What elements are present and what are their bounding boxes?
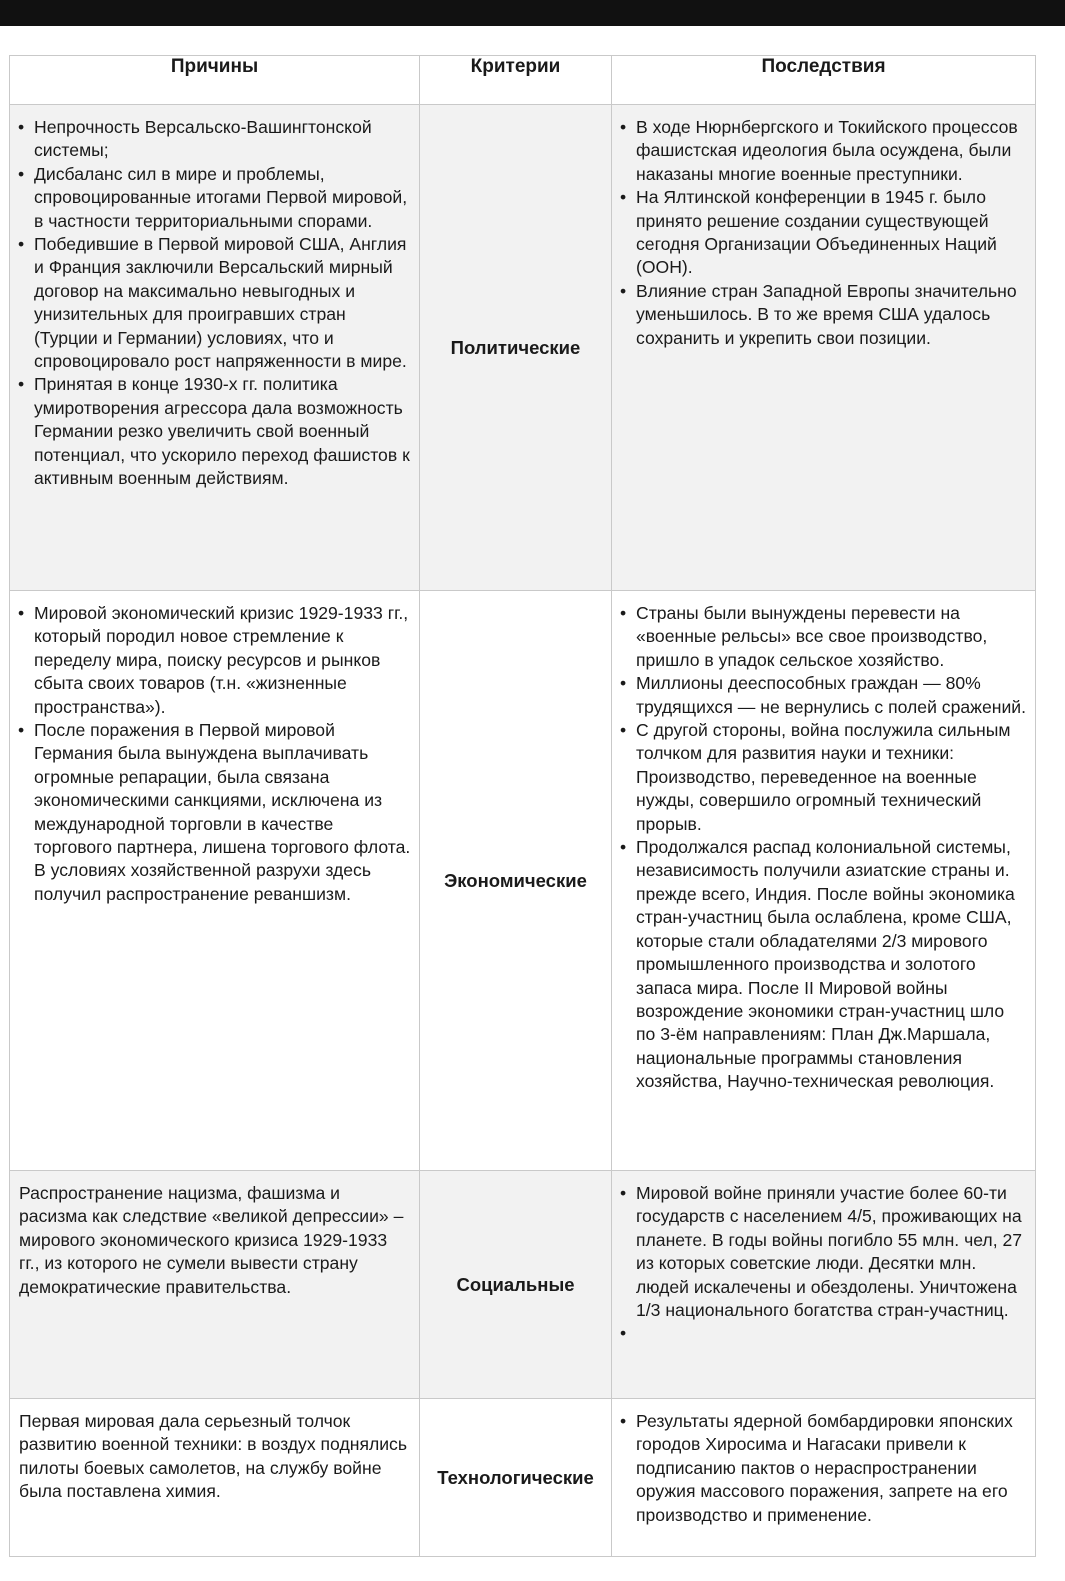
list-item: • Непрочность Версальско-Вашингтонской системы; [18, 117, 372, 161]
causes-cell [10, 1171, 420, 1399]
list-item: • Продолжался распад колониальной системы, независимость получили азиатские страны и. прежде всего, Индия. После войны экономика стран-участниц была ослаблена, кроме США, которые стали обладателями 2/3 мирового промышленного производства и золотого запаса мира. После II Мировой войны возрождение экономики стран-участниц шло по 3-ём направлениям: План Дж.Маршала, национальные программы становления хозяйства, Научно-техническая революция. [620, 837, 1015, 1092]
list-item: • В ходе Нюрнбергского и Токийского процессов фашистская идеология была осуждена, были наказаны многие военные преступники. [620, 117, 1018, 184]
causes-cell [10, 1399, 420, 1557]
header-criteria: Критерии [420, 56, 612, 105]
table-header-row [10, 56, 1036, 105]
consequences-cell [612, 591, 1036, 1171]
list-item: • На Ялтинской конференции в 1945 г. было принято решение создании существующей сегодня Организации Объединенных Наций (ООН). [620, 187, 997, 278]
list-item: • Принятая в конце 1930-х гг. политика умиротворения агрессора дала возможность Германии резко увеличить свой военный потенциал, что ускорило переход фашистов к активным военным действиям. [18, 374, 410, 489]
list-item: • Миллионы дееспособных граждан — 80% трудящихся — не вернулись с полей сражений. [620, 673, 1026, 717]
list-item: • Мировой войне приняли участие более 60-ти государств с населением 4/5, проживающих на планете. В годы войны погибло 55 млн. чел, 27 из которых советские люди. Десятки млн. людей искалечены и обездолены. Уничтожена 1/3 национального богатства стран-участниц. [620, 1183, 1023, 1321]
list-item: • Страны были вынуждены перевести на «военные рельсы» все свое производство, пришло в упадок сельское хозяйство. [620, 603, 988, 670]
list-item: • С другой стороны, война послужила сильным толчком для развития науки и техники: Производство, переведенное на военные нужды, совершило огромный технический прорыв. [620, 720, 1011, 834]
header-causes: Причины [10, 56, 420, 105]
table-row-political [10, 105, 1036, 591]
list-item: • Победившие в Первой мировой США, Англия и Франция заключили Версальский мирный договор на максимально невыгодных и унизительных для проигравших стран (Турции и Германии) условиях, что и спровоцировало рост напряженности в мире. [18, 234, 407, 372]
list-item-empty: • [620, 1323, 627, 1344]
consequences-cell [612, 105, 1036, 591]
consequences-cell [612, 1171, 1036, 1399]
comparison-table [9, 55, 1036, 1557]
criterion-cell: Экономические [420, 591, 612, 1171]
criterion-cell: Технологические [420, 1399, 612, 1557]
causes-text: Первая мировая дала серьезный толчок развитию военной техники: в воздух поднялись пилоты боевых самолетов, на службу войне была поставлена химия. [19, 1411, 408, 1502]
criterion-cell: Политические [420, 105, 612, 591]
top-bar [0, 0, 1065, 26]
list-item: • Результаты ядерной бомбардировки японских городов Хиросима и Нагасаки привели к подписанию пактов о нераспространении оружия массового поражения, запрете на его производство и применение. [620, 1411, 1013, 1525]
causes-text: Распространение нацизма, фашизма и расизма как следствие «великой депрессии» – мирового экономического кризиса 1929-1933 гг., из которого не сумели вывести страну демократические правительства. [19, 1183, 404, 1297]
header-consequences: Последствия [612, 56, 1036, 105]
consequences-cell [612, 1399, 1036, 1557]
causes-cell [10, 105, 420, 591]
list-item: • Дисбаланс сил в мире и проблемы, спровоцированные итогами Первой мировой, в частности территориальными спорами. [18, 163, 408, 231]
list-item: • После поражения в Первой мировой Германия была вынуждена выплачивать огромные репарации, была связана экономическими санкциями, исключена из международной торговли в качестве торгового партнера, лишена торгового флота. В условиях хозяйственной разрухи здесь получил распространение реваншизм. [18, 720, 411, 904]
criterion-cell: Социальные [420, 1171, 612, 1399]
table-row-social [10, 1171, 1036, 1399]
list-item: • Влияние стран Западной Европы значительно уменьшилось. В то же время США удалось сохранить и укрепить свои позиции. [620, 280, 1017, 348]
table-row-technological [10, 1399, 1036, 1557]
list-item: • Мировой экономический кризис 1929-1933 гг., который породил новое стремление к переделу мира, поиску ресурсов и рынков сбыта своих товаров (т.н. «жизненные пространства»). [18, 603, 409, 717]
table-row-economic [10, 591, 1036, 1171]
causes-cell [10, 591, 420, 1171]
